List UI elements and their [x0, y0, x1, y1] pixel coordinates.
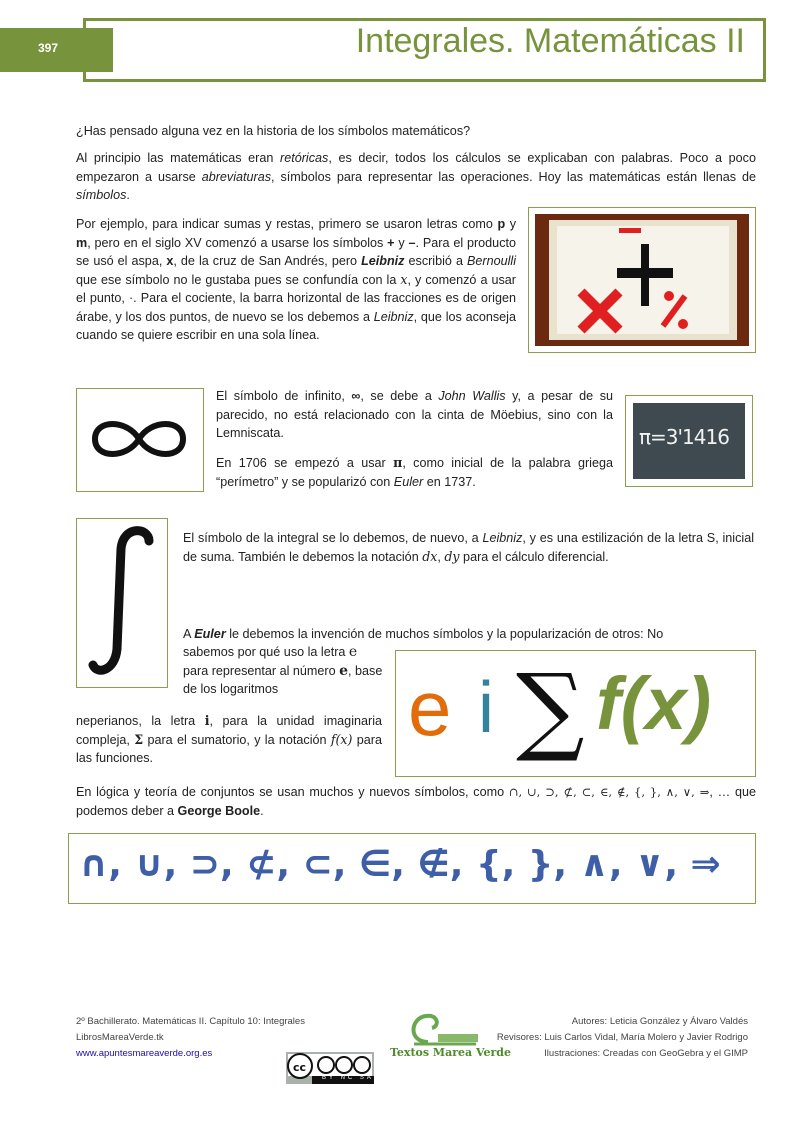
euler-paragraph-line1: A Euler le debemos la invención de muchos símbolos y la popularización de otros: No	[183, 627, 664, 641]
infinity-image-frame	[76, 388, 204, 492]
page-title: Integrales. Matemáticas II	[355, 22, 745, 60]
footer-right	[418, 1014, 748, 1062]
pi-board-text: π=3'1416	[639, 425, 729, 449]
footer-course: 2º Bachillerato. Matemáticas II. Capítulo 10: Integrales	[76, 1016, 305, 1027]
sigma-symbol: ∑	[516, 653, 585, 765]
logic-paragraph: En lógica y teoría de conjuntos se usan muchos y nuevos símbolos, como ∩, ∪, ⊃, ⊄, ⊂, ∈, ∉, {, }, ∧, ∨, ⇒, … que podemos deber a George Boole.	[76, 785, 757, 818]
integral-image-frame	[76, 518, 168, 688]
imaginary-i-symbol: i	[478, 668, 494, 748]
euler-paragraph-line2: sabemos por qué uso la letra e para representar al número e, base de los logaritmos	[183, 644, 383, 696]
operations-paragraph: Por ejemplo, para indicar sumas y restas, primero se usaron letras como p y m, pero en el siglo XV comenzó a usarse los símbolos + y –. Para el producto se usó el aspa, x, de la cruz de San Andrés, pero Leibniz escribió a Bernoulli que ese símbolo no le gustaba pues se confundía con la x, y comenzó a usar el punto, ·. Para el cociente, la barra horizontal de las fracciones es de origen árabe, y los dos puntos, de nuevo se los debemos a Leibniz, que los aconseja cuando se quiere escribir en una sola línea.	[76, 217, 517, 342]
infinity-icon	[77, 389, 202, 490]
chalkboard	[633, 403, 745, 479]
euler-symbols-box	[395, 650, 756, 777]
logic-symbols-banner	[68, 833, 756, 904]
pi-paragraph: En 1706 se empezó a usar π, como inicial de la palabra griega “perímetro” y se popularizó con Euler en 1737.	[216, 455, 613, 489]
plus-sign-horizontal	[617, 268, 673, 278]
logic-symbols: ∩, ∪, ⊃, ⊄, ⊂, ∈, ∉, {, }, ∧, ∨, ⇒	[79, 844, 721, 885]
footer-link[interactable]: www.apuntesmareaverde.org.es	[76, 1048, 213, 1059]
footer-reviewers: Revisores: Luis Carlos Vidal, María Molero y Javier Rodrigo	[496, 1032, 748, 1043]
svg-text:cc: cc	[293, 1061, 307, 1074]
integral-symbol-icon	[77, 519, 166, 686]
footer-authors: Autores: Leticia González y Álvaro Valdés	[571, 1016, 748, 1027]
integral-paragraph: El símbolo de la integral se lo debemos, de nuevo, a Leibniz, y es una estilización de la letra S, inicial de suma. También le debemos la notación dx, dy para el cálculo diferencial.	[183, 531, 754, 564]
euler-paragraph-line3: neperianos, la letra i, para la unidad imaginaria compleja, Σ para el sumatorio, y la notación f(x) para las funciones.	[76, 713, 382, 765]
function-notation-symbol: f(x)	[596, 662, 712, 745]
logo-text: Textos Marea Verde	[390, 1046, 511, 1059]
minus-sign	[619, 228, 641, 233]
footer-illustrations: Ilustraciones: Creadas con GeoGebra y el GIMP	[544, 1048, 748, 1059]
infinity-paragraph: El símbolo de infinito, ∞, se debe a John Wallis y, a pesar de su parecido, no está relacionado con la cinta de Möebius, sino con la Lemniscata.	[216, 389, 613, 440]
page-number-tab	[0, 28, 113, 72]
cc-license-badge[interactable]	[286, 1052, 374, 1084]
pi-image-frame	[625, 395, 753, 487]
cc-license-text: BY NC SA	[322, 1075, 374, 1081]
page-number: 397	[38, 41, 59, 55]
operations-image	[535, 214, 749, 346]
operations-image-frame	[528, 207, 756, 353]
footer-site: LibrosMareaVerde.tk	[76, 1032, 164, 1043]
intro-paragraph: Al principio las matemáticas eran retóricas, es decir, todos los cálculos se explicaban con palabras. Poco a poco empezaron a usarse abreviaturas, símbolos para representar las operaciones. Hoy las matemáticas están llenas de símbolos.	[76, 151, 756, 202]
euler-e-symbol: e	[408, 664, 452, 752]
intro-question: ¿Has pensado alguna vez en la historia de los símbolos matemáticos?	[76, 124, 471, 138]
